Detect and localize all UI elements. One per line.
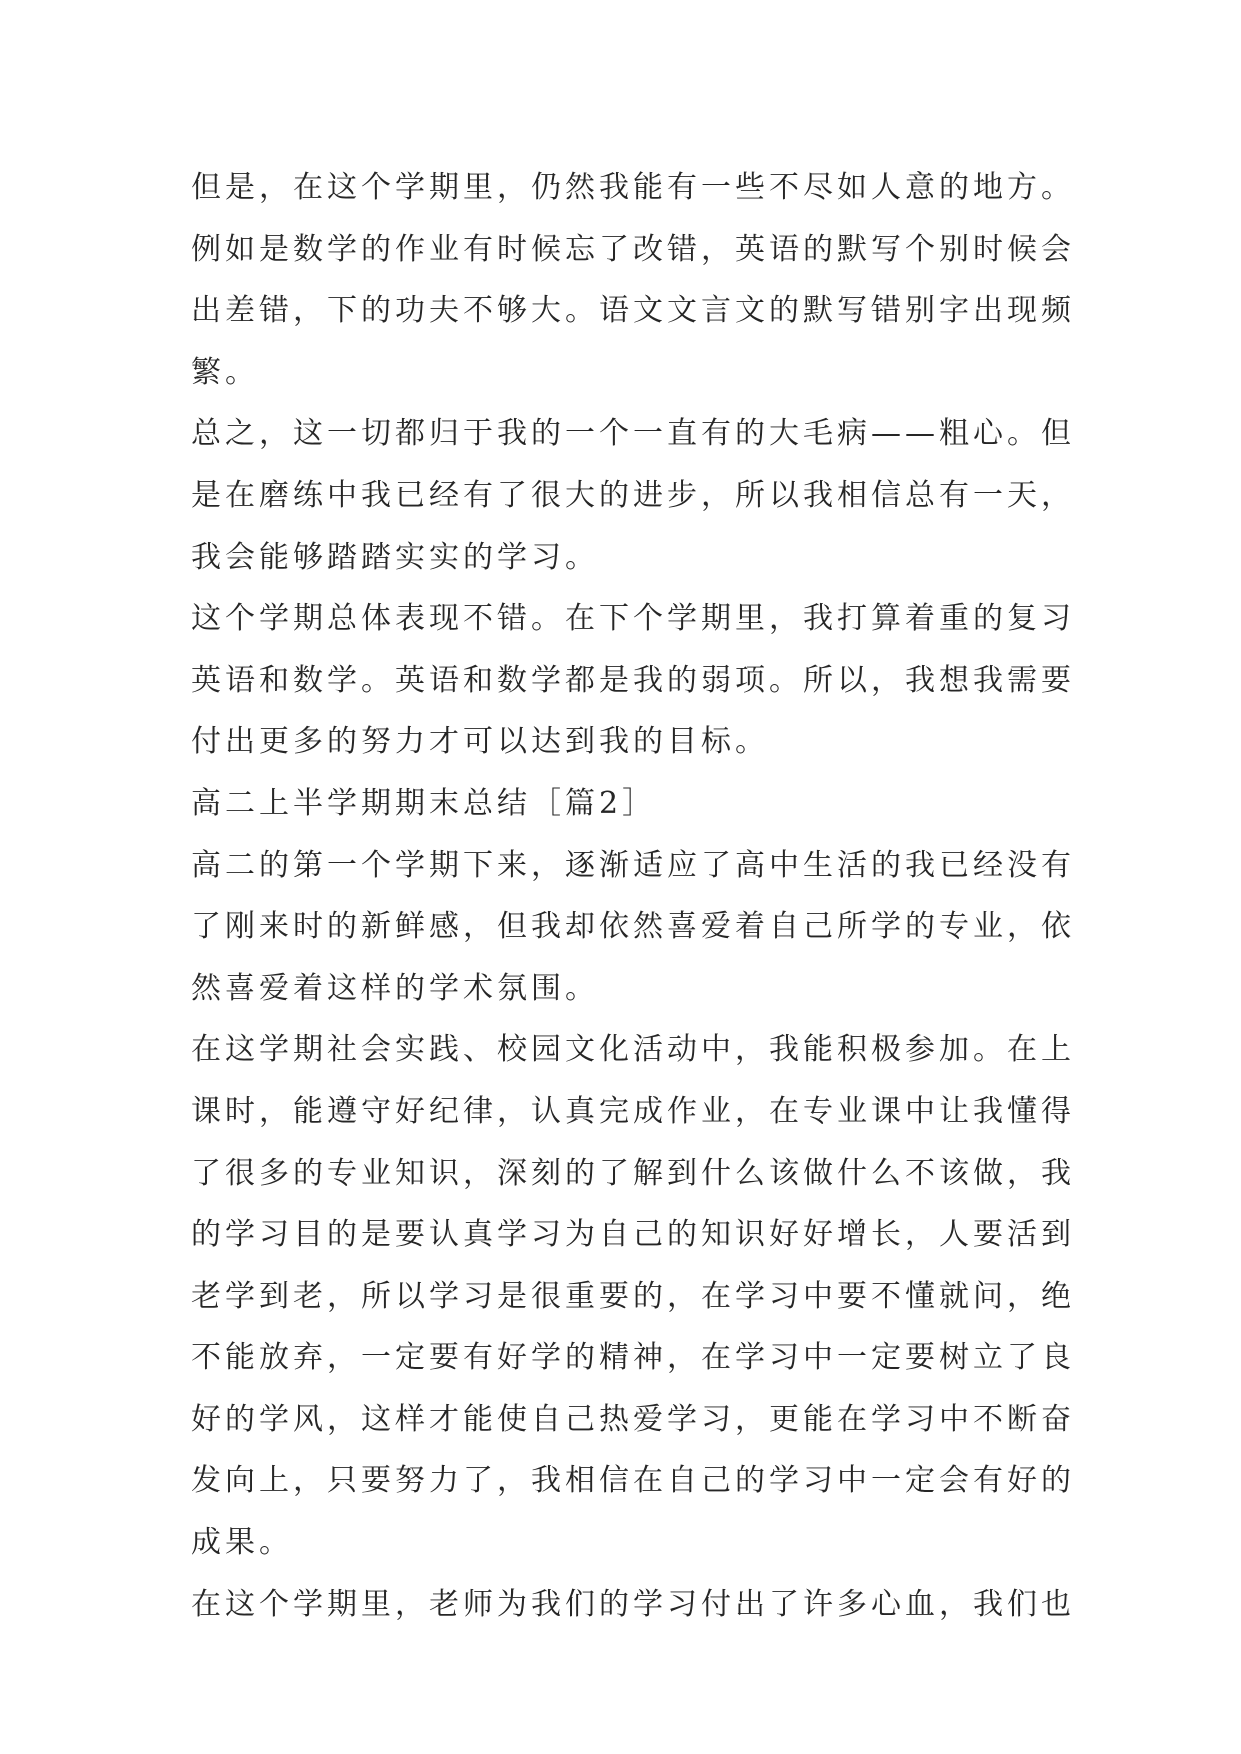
text-line: 总之，这一切都归于我的一个一直有的大毛病——粗心。但 <box>191 416 1075 452</box>
text-line: 老学到老，所以学习是很重要的，在学习中要不懂就问，绝 <box>191 1278 1075 1314</box>
text-line: 成果。 <box>191 1525 293 1561</box>
text-line: 然喜爱着这样的学术氛围。 <box>191 970 599 1006</box>
text-line: 在这学期社会实践、校园文化活动中，我能积极参加。在上 <box>191 1032 1075 1068</box>
text-line: 英语和数学。英语和数学都是我的弱项。所以，我想我需要 <box>191 662 1075 698</box>
text-line: 例如是数学的作业有时候忘了改错，英语的默写个别时候会 <box>191 231 1075 267</box>
text-line: 高二的第一个学期下来，逐渐适应了高中生活的我已经没有 <box>191 847 1075 883</box>
text-line: 我会能够踏踏实实的学习。 <box>191 539 599 575</box>
text-line: 的学习目的是要认真学习为自己的知识好好增长，人要活到 <box>191 1217 1075 1253</box>
text-line: 繁。 <box>191 354 259 390</box>
text-line: 了刚来时的新鲜感，但我却依然喜爱着自己所学的专业，依 <box>191 909 1075 945</box>
text-line: 这个学期总体表现不错。在下个学期里，我打算着重的复习 <box>191 601 1075 637</box>
text-line: 好的学风，这样才能使自己热爱学习，更能在学习中不断奋 <box>191 1401 1075 1437</box>
section-heading: 高二上半学期期末总结［篇2］ <box>191 785 657 821</box>
text-line: 是在磨练中我已经有了很大的进步，所以我相信总有一天， <box>191 477 1075 513</box>
text-line: 了很多的专业知识，深刻的了解到什么该做什么不该做，我 <box>191 1155 1075 1191</box>
text-line: 出差错，下的功夫不够大。语文文言文的默写错别字出现频 <box>191 293 1075 329</box>
text-line: 课时，能遵守好纪律，认真完成作业，在专业课中让我懂得 <box>191 1093 1075 1129</box>
text-line: 发向上，只要努力了，我相信在自己的学习中一定会有好的 <box>191 1463 1075 1499</box>
text-line: 但是，在这个学期里，仍然我能有一些不尽如人意的地方。 <box>191 170 1075 205</box>
text-line: 不能放弃，一定要有好学的精神，在学习中一定要树立了良 <box>191 1340 1075 1376</box>
text-line: 付出更多的努力才可以达到我的目标。 <box>191 724 769 760</box>
text-line: 在这个学期里，老师为我们的学习付出了许多心血，我们也 <box>191 1586 1075 1622</box>
document-body <box>191 157 1075 1635</box>
